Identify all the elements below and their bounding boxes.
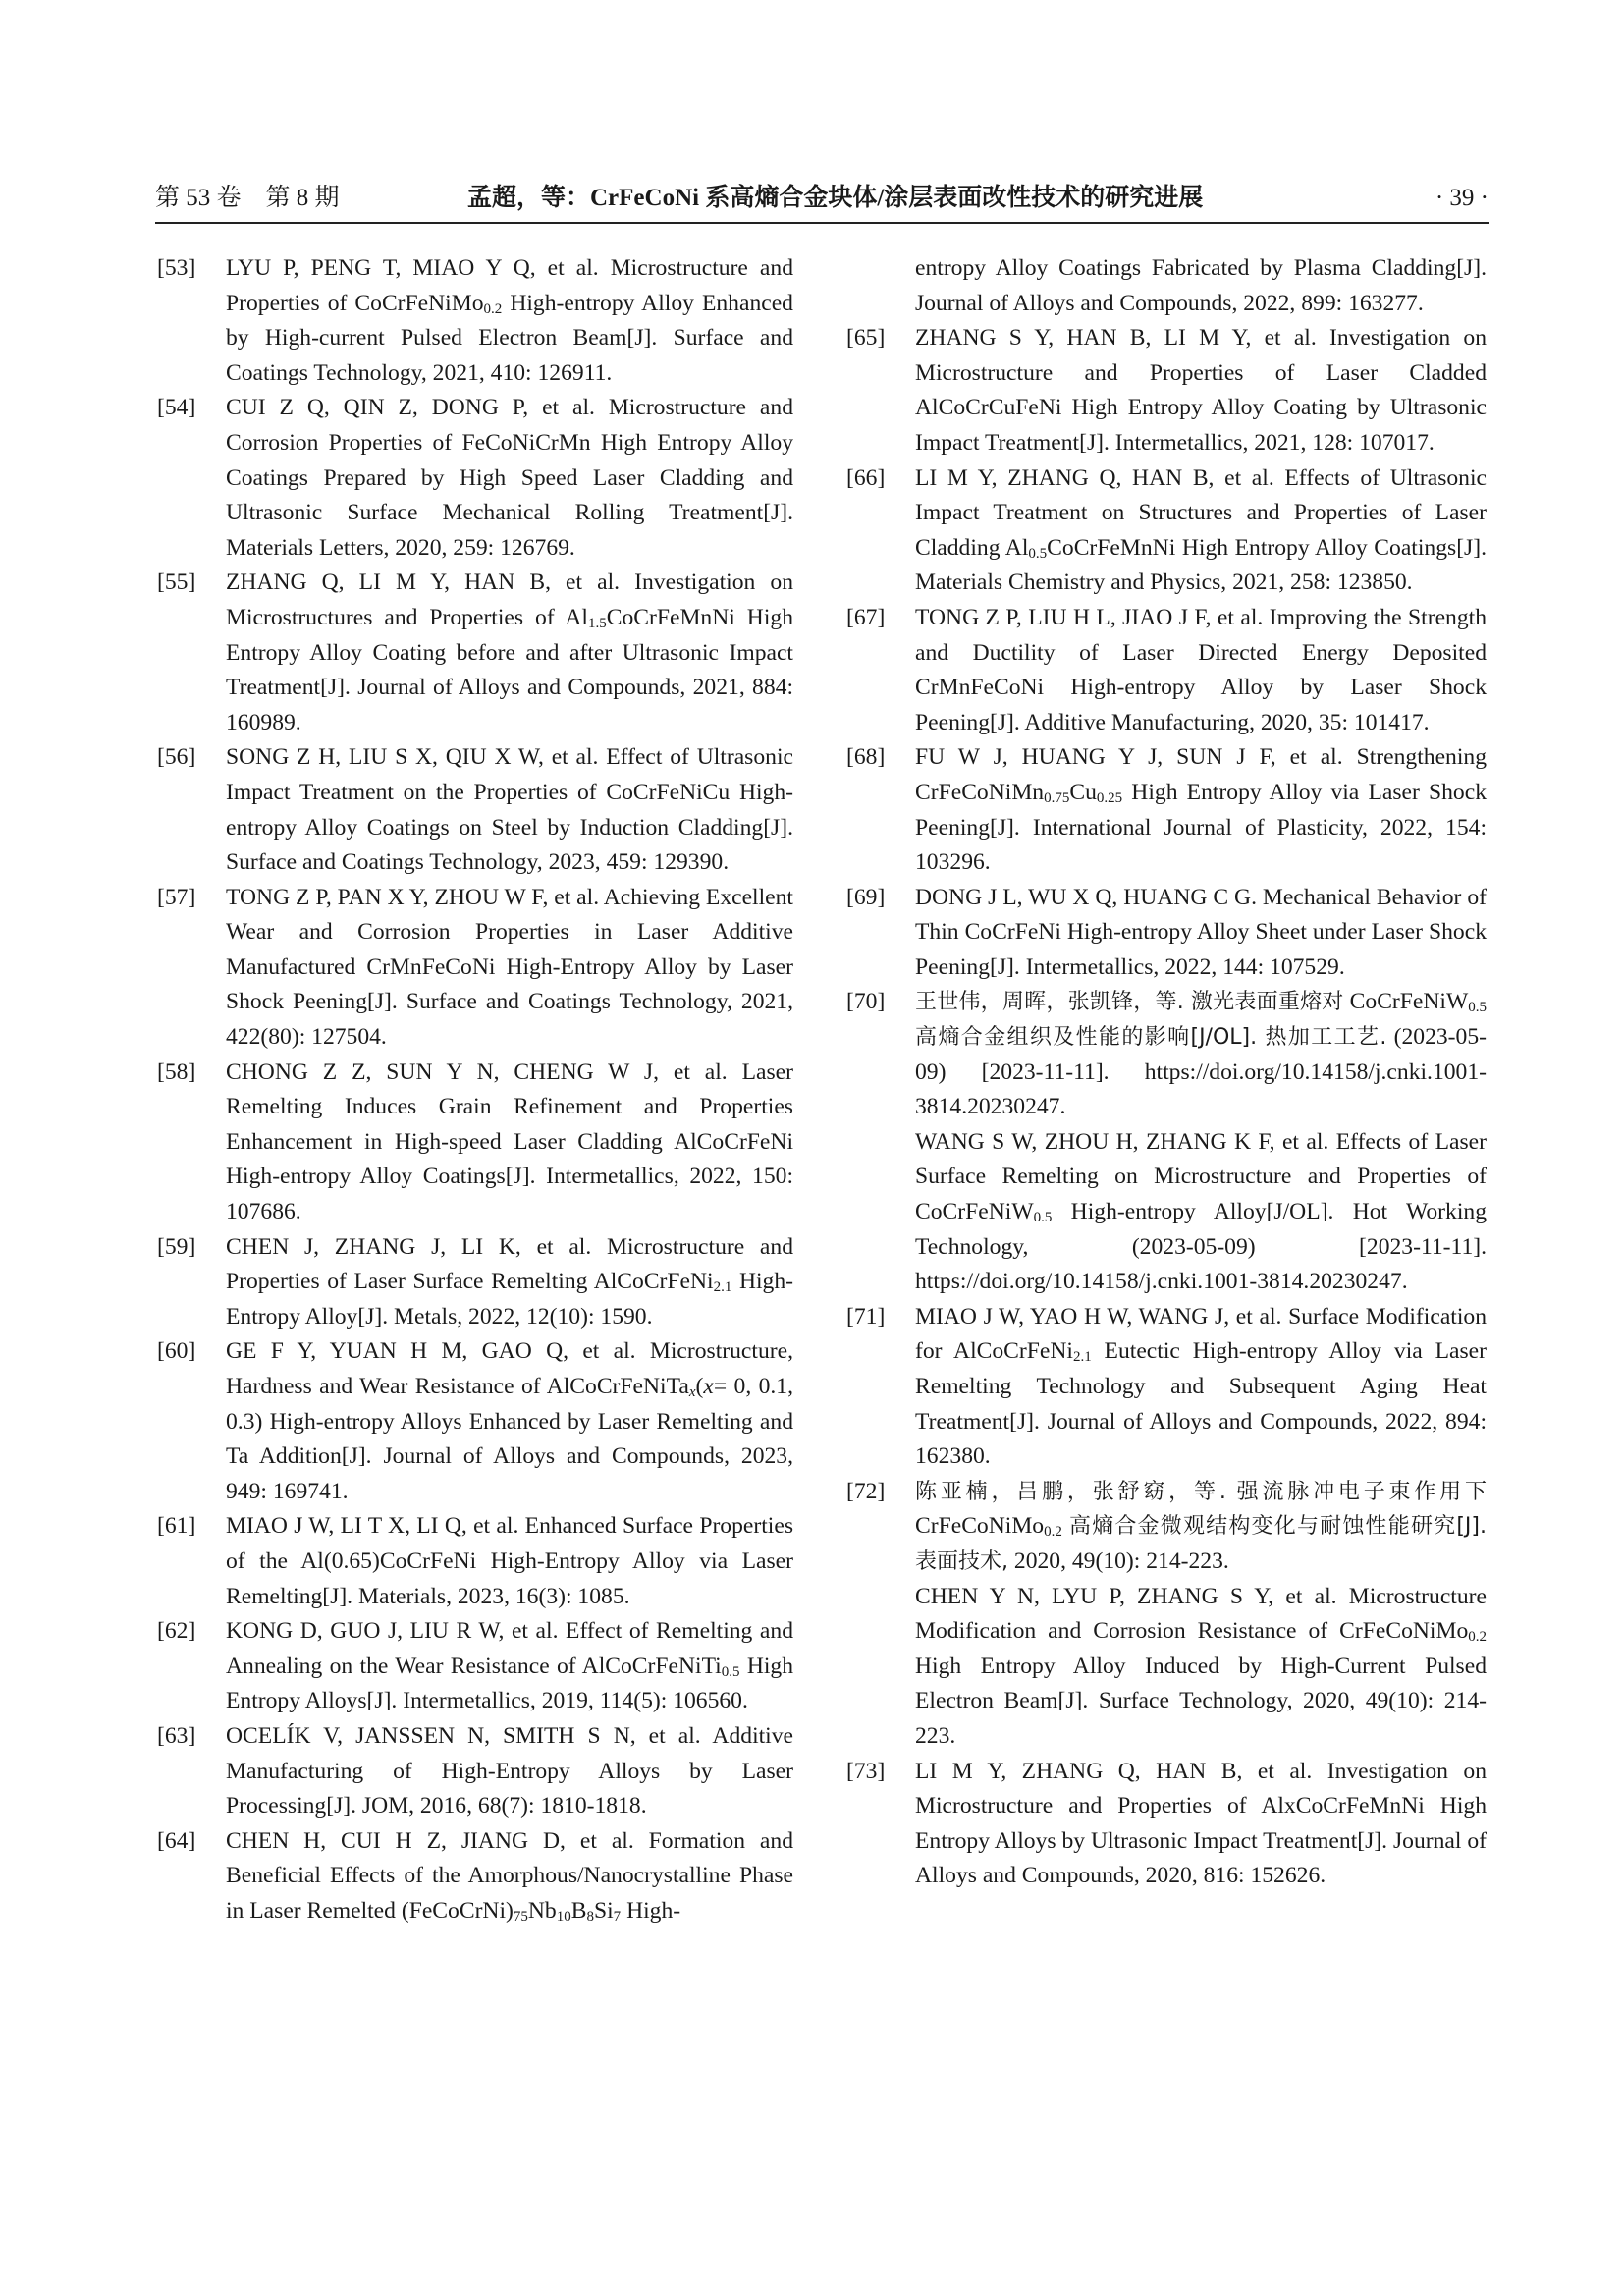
reference-text: WANG S W, ZHOU H, ZHANG K F, et al. Effects of Laser Surface Remelting on Microstructure and Properties of CoCrFeNiW$_{0.5}$ High-entropy Alloy[J/OL]. Hot Working Technology, (2023-05-09) [2023-11-11]. https://doi.org/10.14158/j.cnki.1001-3814.20230247. — [915, 1128, 1487, 1295]
reference-entry — [157, 566, 793, 740]
reference-text: 陈亚楠，吕鹏，张舒窈，等. 强流脉冲电子束作用下 CrFeCoNiMo$_{0.2}$ 高熵合金微观结构变化与耐蚀性能研究[J]. 表面技术, 2020, 49(10): 214-223. — [915, 1479, 1487, 1574]
reference-text: OCELÍK V, JANSSEN N, SMITH S N, et al. Additive Manufacturing of High-Entropy Alloys by Laser Processing[J]. JOM, 2016, 68(7): 1810-1818. — [226, 1722, 793, 1819]
reference-text: CHONG Z Z, SUN Y N, CHENG W J, et al. Laser Remelting Induces Grain Refinement and Properties Enhancement in High-speed Laser Cladding AlCoCrFeNi High-entropy Alloy Coatings[J]. Intermetallics, 2022, 150: 107686. — [226, 1059, 793, 1225]
reference-number: [53] — [157, 255, 196, 281]
reference-number: [61] — [157, 1513, 196, 1540]
reference-number: [57] — [157, 884, 196, 910]
reference-number: [67] — [846, 604, 886, 630]
reference-text: DONG J L, WU X Q, HUANG C G. Mechanical Behavior of Thin CoCrFeNi High-entropy Alloy Sheet under Laser Shock Peening[J]. Intermetallics, 2022, 144: 107529. — [915, 884, 1487, 980]
running-head — [155, 177, 1489, 220]
reference-number: [73] — [846, 1758, 886, 1784]
reference-number: [72] — [846, 1478, 886, 1504]
reference-entry — [157, 391, 793, 566]
reference-entry — [846, 985, 1487, 1124]
reference-text: KONG D, GUO J, LIU R W, et al. Effect of Remelting and Annealing on the Wear Resistance of AlCoCrFeNiTi$_{0.5}$ High Entropy Alloys[J]. Intermetallics, 2019, 114(5): 106560. — [226, 1618, 794, 1714]
reference-entry — [157, 1056, 793, 1230]
reference-entry — [846, 1300, 1487, 1475]
reference-number: [59] — [157, 1233, 196, 1260]
running-title: 孟超，等：CrFeCoNi 系高熵合金块体/涂层表面改性技术的研究进展 — [467, 185, 1204, 211]
volume-issue: 第 53 卷 第 8 期 — [155, 185, 340, 211]
reference-number: [66] — [846, 464, 886, 491]
reference-text: FU W J, HUANG Y J, SUN J F, et al. Strengthening $CrFeCoNiMn_{0.75}Cu_{0.25}$ High Entropy Alloy via Laser Shock Peening[J]. International Journal of Plasticity, 2022, 154: 103296. — [915, 744, 1487, 876]
reference-entry — [157, 1230, 793, 1335]
reference-number: [54] — [157, 395, 196, 421]
reference-number: [62] — [157, 1618, 196, 1645]
reference-entry — [157, 881, 793, 1056]
reference-entry — [846, 461, 1487, 601]
reference-text: ZHANG S Y, HAN B, LI M Y, et al. Investigation on Microstructure and Properties of Laser Cladded AlCoCrCuFeNi High Entropy Alloy Coating by Ultrasonic Impact Treatment[J]. Intermetallics, 2021, 128: 107017. — [915, 325, 1487, 456]
reference-number: [58] — [157, 1059, 196, 1085]
reference-text: CHEN J, ZHANG J, LI K, et al. Microstructure and Properties of Laser Surface Remelting AlCoCrFeNi$_{2.1}$ High-Entropy Alloy[J]. Metals, 2022, 12(10): 1590. — [226, 1233, 793, 1330]
reference-column-left — [157, 251, 793, 1929]
reference-number: [65] — [846, 325, 886, 352]
reference-entry — [846, 1475, 1487, 1580]
reference-continuation — [846, 251, 1487, 321]
reference-entry — [846, 321, 1487, 461]
reference-text: TONG Z P, PAN X Y, ZHOU W F, et al. Achieving Excellent Wear and Corrosion Properties in Laser Additive Manufactured CrMnFeCoNi High-Entropy Alloy by Laser Shock Peening[J]. Surface and Coatings Technology, 2021, 422(80): 127504. — [226, 884, 793, 1051]
reference-text: entropy Alloy Coatings Fabricated by Plasma Cladding[J]. Journal of Alloys and Compounds, 2022, 899: 163277. — [915, 255, 1487, 316]
reference-number: [70] — [846, 989, 886, 1015]
reference-text: GE F Y, YUAN H M, GAO Q, et al. Microstructure, Hardness and Wear Resistance of AlCoCrFeNiTa$_x$(x= 0, 0.1, 0.3) High-entropy Alloys Enhanced by Laser Remelting and Ta Addition[J]. Journal of Alloys and Compounds, 2023, 949: 169741. — [226, 1338, 793, 1504]
reference-continuation — [846, 1125, 1487, 1300]
reference-text: LI M Y, ZHANG Q, HAN B, et al. Effects of Ultrasonic Impact Treatment on Structures and Properties of Laser Cladding $Al_{0.5}CoCrFeMnNi$ High Entropy Alloy Coatings[J]. Materials Chemistry and Physics, 2021, 258: 123850. — [915, 464, 1487, 596]
header-rule — [155, 222, 1489, 224]
reference-text: SONG Z H, LIU S X, QIU X W, et al. Effect of Ultrasonic Impact Treatment on the Properties of CoCrFeNiCu High-entropy Alloy Coatings on Steel by Induction Cladding[J]. Surface and Coatings Technology, 2023, 459: 129390. — [226, 744, 793, 876]
reference-entry — [157, 251, 793, 391]
reference-text: CUI Z Q, QIN Z, DONG P, et al. Microstructure and Corrosion Properties of FeCoNiCrMn High Entropy Alloy Coatings Prepared by High Speed Laser Cladding and Ultrasonic Surface Mechanical Rolling Treatment[J]. Materials Letters, 2020, 259: 126769. — [226, 395, 793, 561]
reference-number: [64] — [157, 1827, 196, 1854]
page-number: · 39 · — [1435, 185, 1489, 211]
reference-entry — [157, 1719, 793, 1824]
reference-entry — [846, 601, 1487, 740]
reference-text: MIAO J W, YAO H W, WANG J, et al. Surface Modification for AlCoCrFeNi$_{2.1}$ Eutectic High-entropy Alloy via Laser Remelting Technology and Subsequent Aging Heat Treatment[J]. Journal of Alloys and Compounds, 2022, 894: 162380. — [915, 1303, 1487, 1470]
reference-column-right — [846, 251, 1487, 1894]
reference-text: ZHANG Q, LI M Y, HAN B, et al. Investigation on Microstructures and Properties of $Al_{1.5}CoCrFeMnNi$ High Entropy Alloy Coating before and after Ultrasonic Impact Treatment[J]. Journal of Alloys and Compounds, 2021, 884: 160989. — [226, 570, 793, 735]
reference-number: [69] — [846, 884, 886, 910]
reference-entry — [157, 1509, 793, 1614]
reference-entry — [846, 1755, 1487, 1894]
reference-entry — [846, 881, 1487, 986]
reference-number: [63] — [157, 1722, 196, 1749]
reference-number: [55] — [157, 570, 196, 596]
reference-text: CHEN H, CUI H Z, JIANG D, et al. Formation and Beneficial Effects of the Amorphous/Nanocrystalline Phase in Laser Remelted $(FeCoCrNi)_{75}Nb_{10}B_8Si_7$ High- — [226, 1827, 793, 1925]
reference-entry — [157, 1334, 793, 1509]
reference-text: LYU P, PENG T, MIAO Y Q, et al. Microstructure and Properties of CoCrFeNiMo$_{0.2}$ High-entropy Alloy Enhanced by High-current Pulsed Electron Beam[J]. Surface and Coatings Technology, 2021, 410: 126911. — [226, 255, 793, 386]
reference-continuation — [846, 1580, 1487, 1755]
reference-entry — [157, 1614, 793, 1719]
reference-number: [56] — [157, 744, 196, 771]
reference-number: [68] — [846, 744, 886, 771]
reference-number: [71] — [846, 1303, 886, 1330]
reference-entry — [157, 1824, 793, 1929]
reference-entry — [157, 740, 793, 880]
reference-text: LI M Y, ZHANG Q, HAN B, et al. Investigation on Microstructure and Properties of AlxCoCrFeMnNi High Entropy Alloys by Ultrasonic Impact Treatment[J]. Journal of Alloys and Compounds, 2020, 816: 152626. — [915, 1758, 1487, 1889]
reference-text: 王世伟，周晖，张凯锋，等. 激光表面重熔对 CoCrFeNiW$_{0.5}$ 高熵合金组织及性能的影响[J/OL]. 热加工工艺. (2023-05-09) [2023-11-11]. https://doi.org/10.14158/j.cnki.1001-3814.20230247. — [915, 989, 1487, 1120]
reference-entry — [846, 740, 1487, 880]
reference-text: TONG Z P, LIU H L, JIAO J F, et al. Improving the Strength and Ductility of Laser Directed Energy Deposited CrMnFeCoNi High-entropy Alloy by Laser Shock Peening[J]. Additive Manufacturing, 2020, 35: 101417. — [915, 604, 1487, 735]
reference-text: MIAO J W, LI T X, LI Q, et al. Enhanced Surface Properties of the Al(0.65)CoCrFeNi High-Entropy Alloy via Laser Remelting[J]. Materials, 2023, 16(3): 1085. — [226, 1513, 793, 1609]
reference-text: CHEN Y N, LYU P, ZHANG S Y, et al. Microstructure Modification and Corrosion Resistance of CrFeCoNiMo$_{0.2}$ High Entropy Alloy Induced by High-Current Pulsed Electron Beam[J]. Surface Technology, 2020, 49(10): 214-223. — [915, 1583, 1487, 1749]
reference-number: [60] — [157, 1338, 196, 1365]
